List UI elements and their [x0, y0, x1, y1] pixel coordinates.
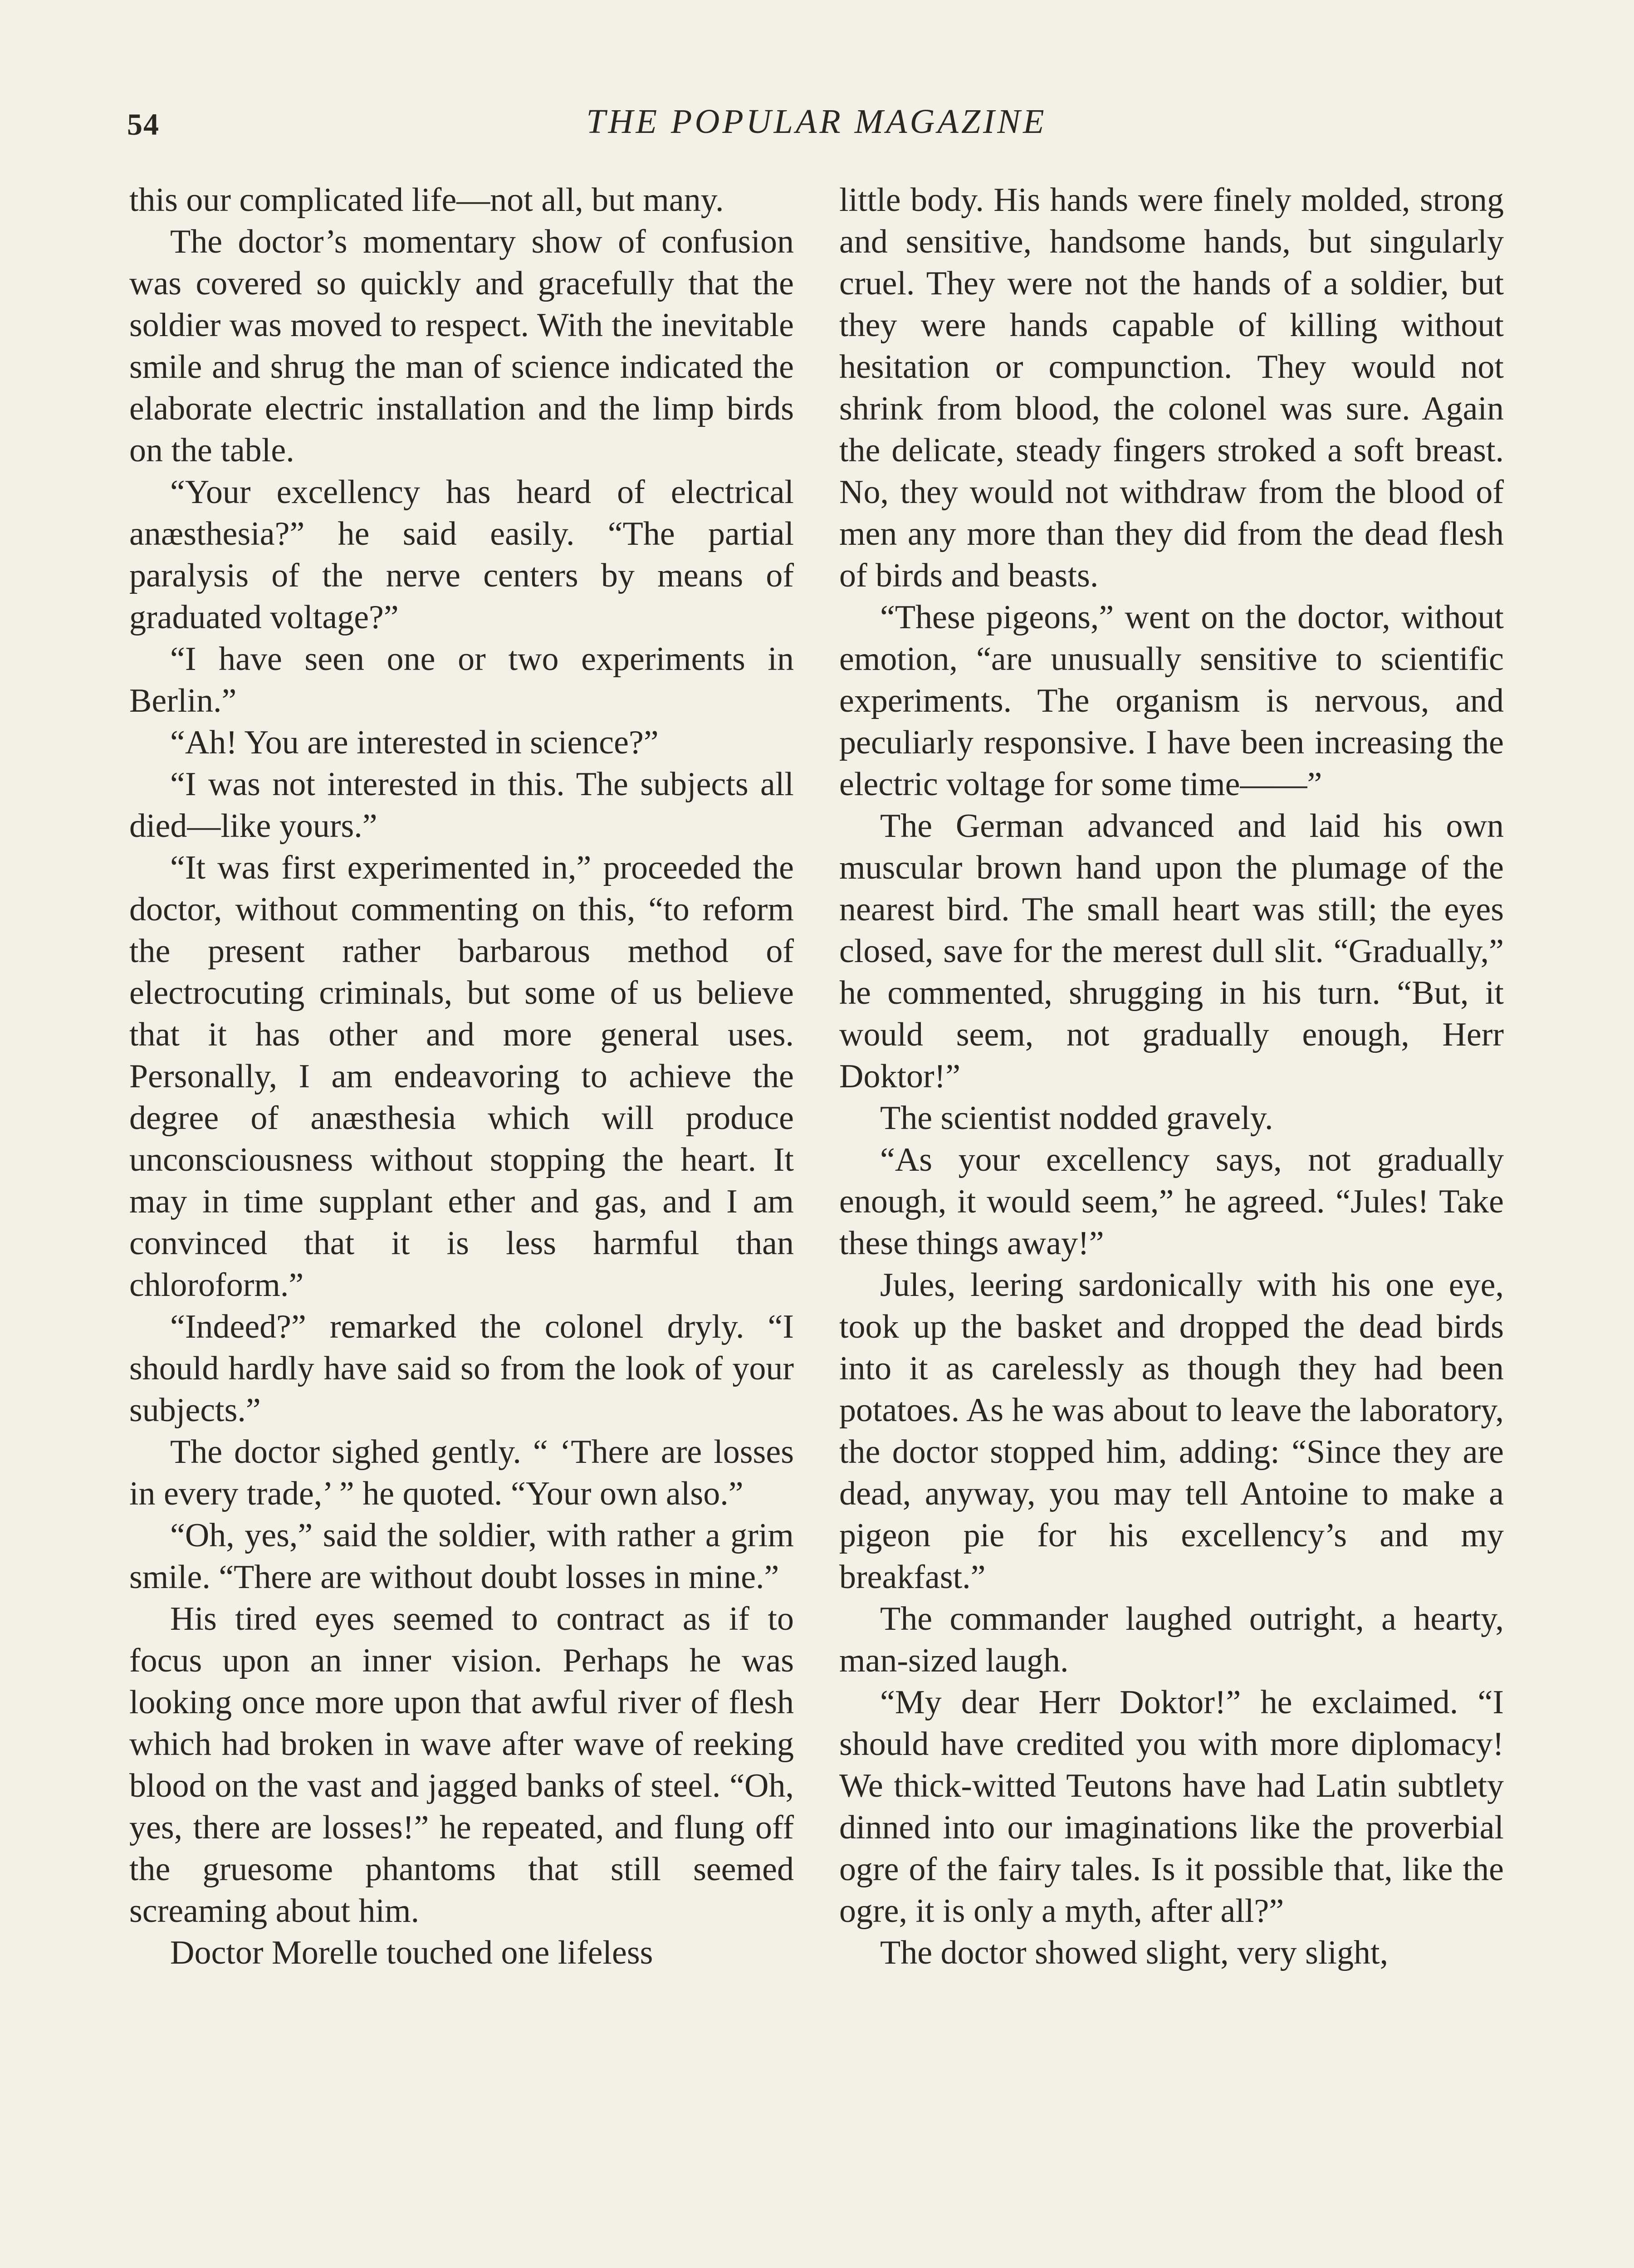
paragraph: The German advanced and laid his own muscular brown hand upon the plumage of the nearest bird. The small heart was still; the eyes closed, save for the merest dull slit. “Gradually,” he commented, shrugging in his turn. “But, it would seem, not gradually enough, Herr Doktor!” [839, 807, 1504, 1095]
paragraph: The scientist nodded gravely. [880, 1100, 1273, 1137]
paragraph: The doctor’s momentary show of confusion was covered so quickly and gracefully that the soldier was moved to respect. With the inevitable smile and shrug the man of science indicated the elaborate electric installation and the limp birds on the table. [129, 223, 794, 469]
paragraph: “Indeed?” remarked the colonel dryly. “I should hardly have said so from the look of your subjects.” [129, 1308, 794, 1429]
running-title: THE POPULAR MAGAZINE [586, 103, 1047, 141]
page-number: 54 [127, 107, 160, 142]
paragraph: “As your excellency says, not gradually enough, it would seem,” he agreed. “Jules! Take these things away!” [839, 1141, 1504, 1262]
page-header [127, 102, 1506, 156]
paragraph: “These pigeons,” went on the doctor, without emotion, “are unusually sensitive to scientific experiments. The organism is nervous, and peculiarly responsive. I have been increasing the electric voltage for some time——” [839, 599, 1504, 803]
right-column [839, 179, 1504, 1974]
paragraph: The doctor showed slight, very slight, [880, 1934, 1389, 1971]
paragraph: Jules, leering sardonically with his one eye, took up the basket and dropped the dead birds into it as carelessly as though they had been potatoes. As he was about to leave the laboratory, the doctor stopped him, adding: “Since they are dead, anyway, you may tell Antoine to make a pigeon pie for his excellency’s and my breakfast.” [839, 1266, 1504, 1596]
left-column [129, 179, 794, 1974]
paragraph: “I have seen one or two experiments in Berlin.” [129, 640, 794, 719]
paragraph: The commander laughed outright, a hearty, man-sized laugh. [839, 1600, 1504, 1679]
paragraph: this our complicated life—not all, but many. [129, 181, 724, 219]
paragraph: “It was first experimented in,” proceeded the doctor, without commenting on this, “to reform the present rather barbarous method of electrocuting criminals, but some of us believe that it has other and more general uses. Personally, I am endeavoring to achieve the degree of anæsthesia which will produce unconsciousness without stopping the heart. It may in time supplant ether and gas, and I am convinced that it is less harmful than chloroform.” [129, 849, 794, 1304]
paragraph: Doctor Morelle touched one lifeless [170, 1934, 653, 1971]
paragraph: little body. His hands were finely molded, strong and sensitive, handsome hands, but singularly cruel. They were not the hands of a soldier, but they were hands capable of killing without hesitation or compunction. They would not shrink from blood, the colonel was sure. Again the delicate, steady fingers stroked a soft breast. No, they would not withdraw from the blood of men any more than they did from the dead flesh of birds and beasts. [839, 181, 1504, 594]
paragraph: “Oh, yes,” said the soldier, with rather a grim smile. “There are without doubt losses in mine.” [129, 1517, 794, 1596]
paragraph: “Your excellency has heard of electrical anæsthesia?” he said easily. “The partial paralysis of the nerve centers by means of graduated voltage?” [129, 474, 794, 636]
paragraph: His tired eyes seemed to contract as if to focus upon an inner vision. Perhaps he was looking once more upon that awful river of flesh which had broken in wave after wave of reeking blood on the vast and jagged banks of steel. “Oh, yes, there are losses!” he repeated, and flung off the gruesome phantoms that still seemed screaming about him. [129, 1600, 794, 1930]
paragraph: “My dear Herr Doktor!” he exclaimed. “I should have credited you with more diplomacy! We thick-witted Teutons have had Latin subtlety dinned into our imaginations like the proverbial ogre of the fairy tales. Is it possible that, like the ogre, it is only a myth, after all?” [839, 1684, 1504, 1930]
paragraph: The doctor sighed gently. “ ‘There are losses in every trade,’ ” he quoted. “Your own also.” [129, 1433, 794, 1512]
paragraph: “I was not interested in this. The subjects all died—like yours.” [129, 766, 794, 845]
paragraph: “Ah! You are interested in science?” [170, 724, 659, 761]
